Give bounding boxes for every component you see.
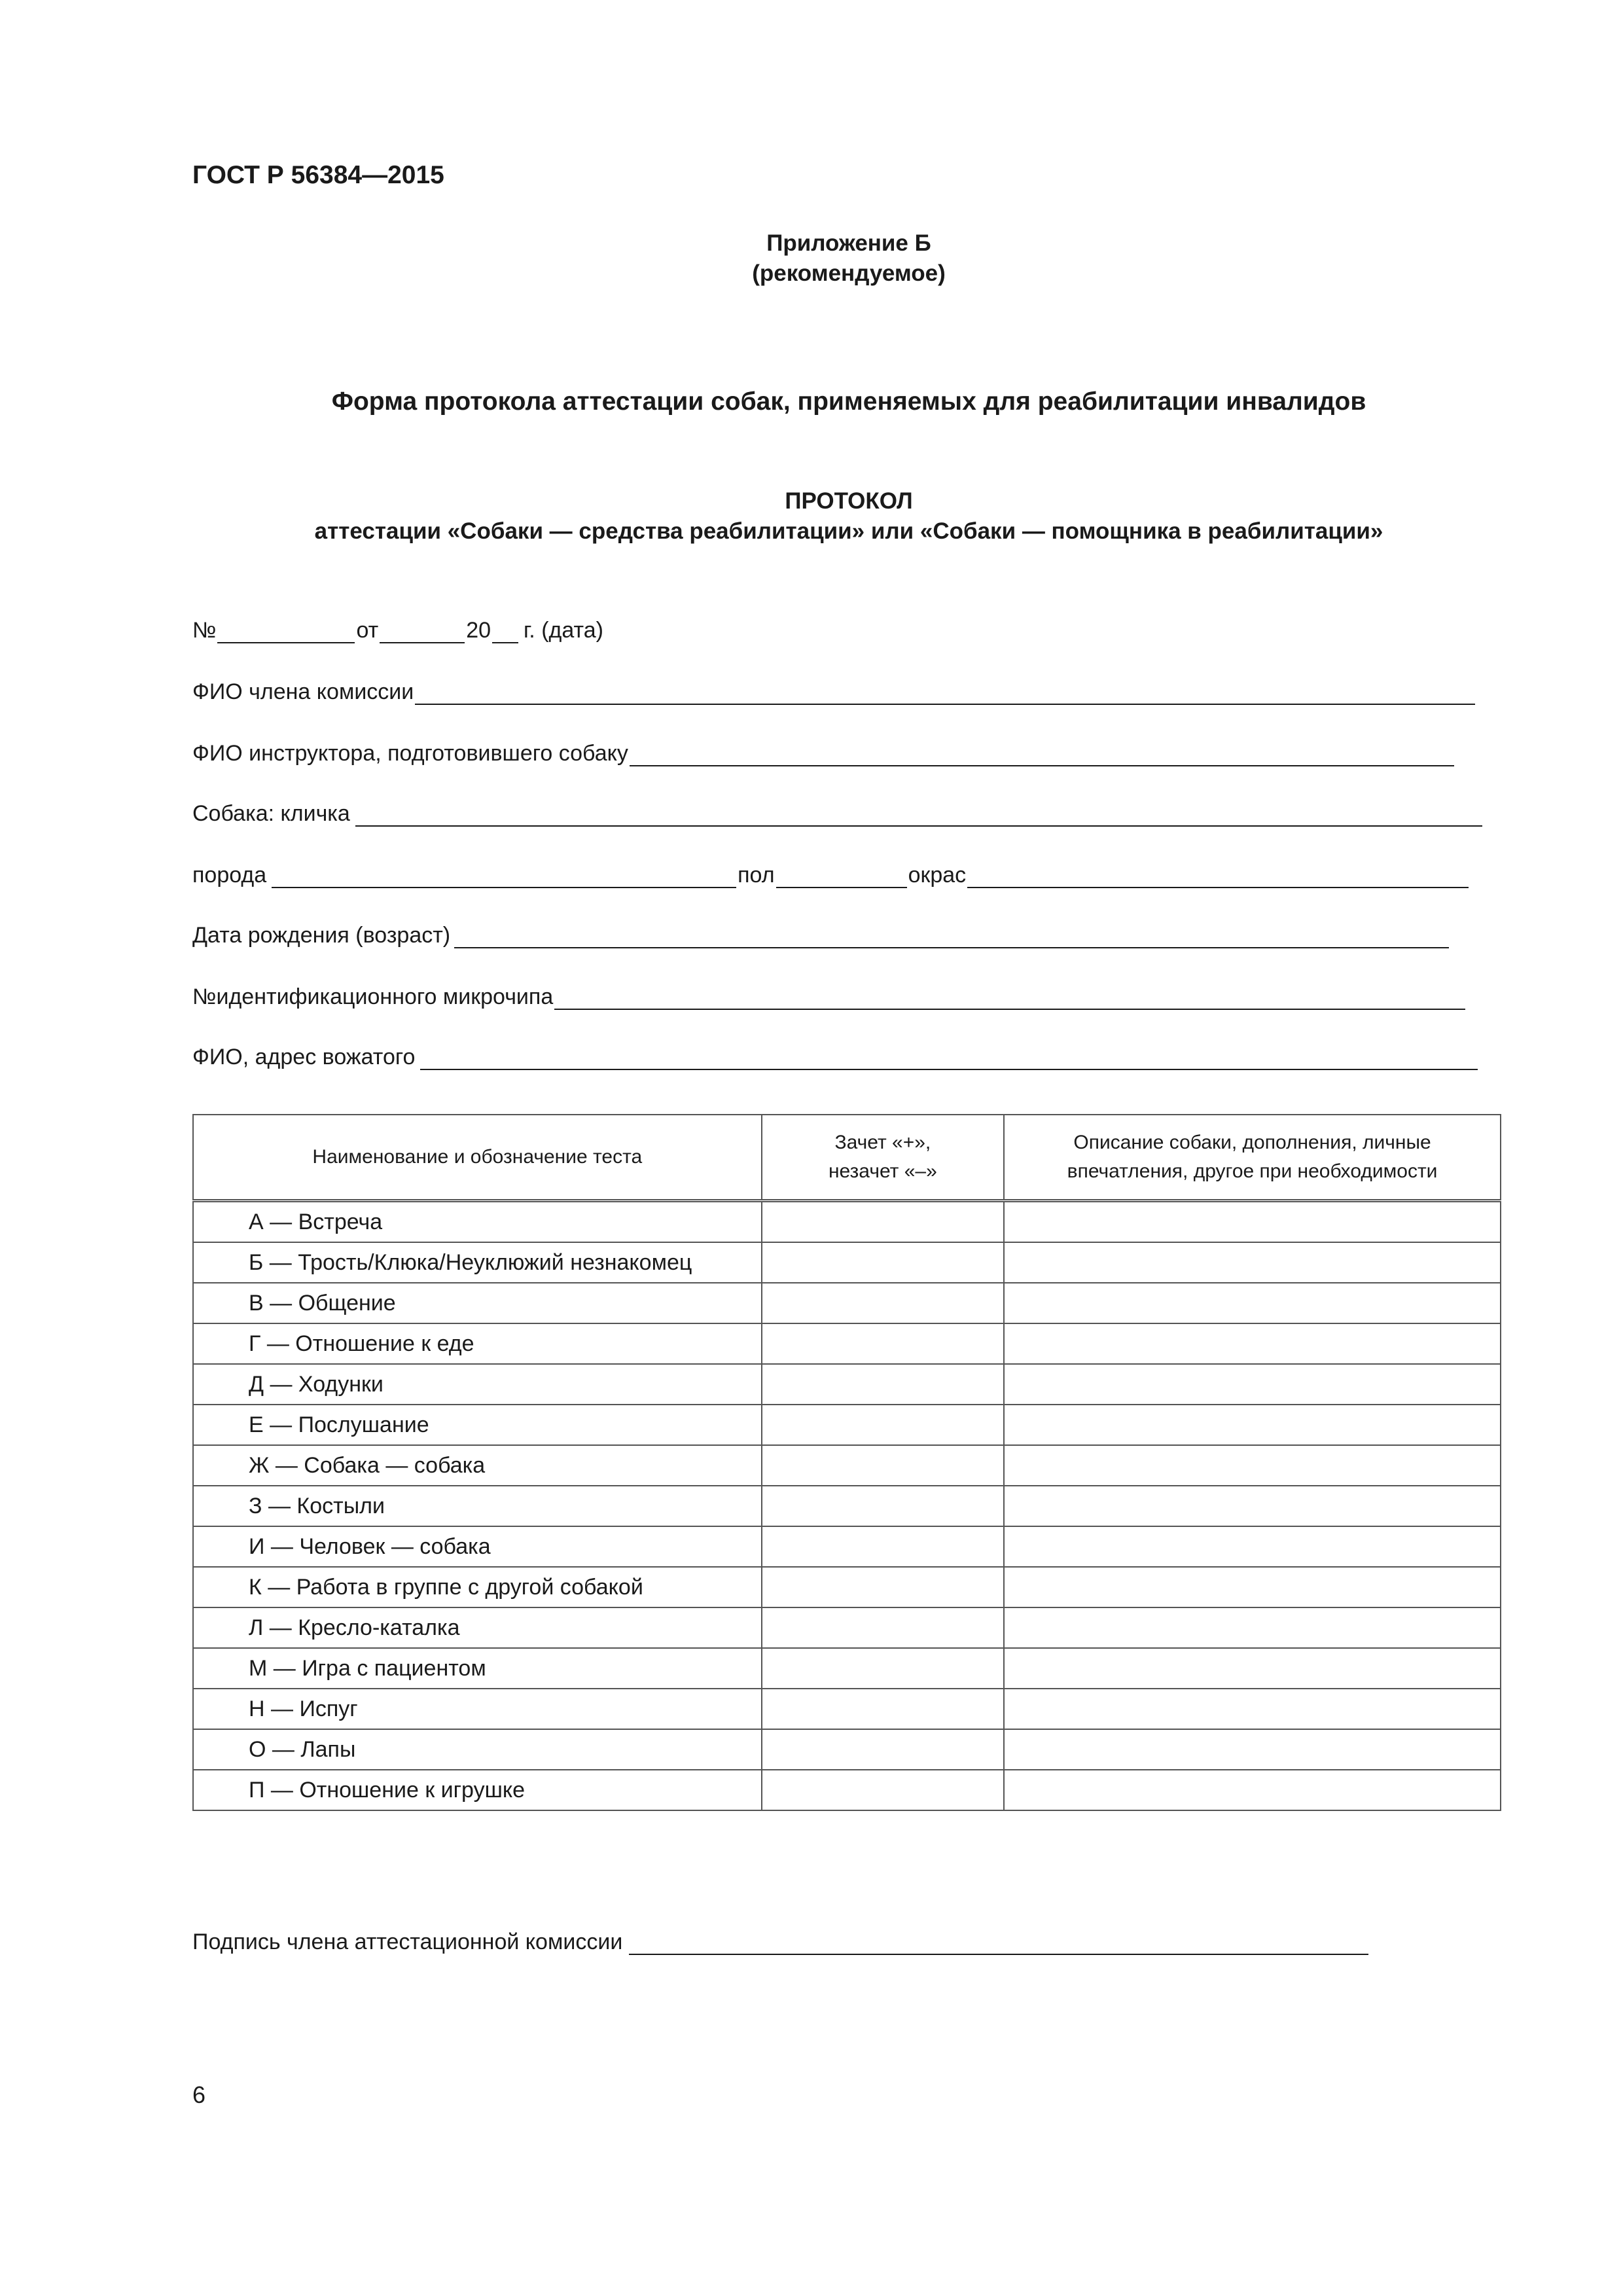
- signature-line: [192, 1929, 1370, 1955]
- test-name-cell: А — Встреча: [193, 1201, 762, 1243]
- annex-title: Приложение Б: [766, 230, 931, 256]
- table-row: [193, 1729, 1501, 1770]
- test-name-cell: П — Отношение к игрушке: [193, 1770, 762, 1810]
- pass-fail-cell[interactable]: [762, 1445, 1004, 1486]
- tests-table: [192, 1114, 1501, 1811]
- table-row: [193, 1242, 1501, 1283]
- sex-label: пол: [738, 863, 775, 888]
- pass-fail-cell[interactable]: [762, 1689, 1004, 1729]
- signature-label: Подпись члена аттестационной комиссии: [192, 1929, 623, 1954]
- commission-member-field[interactable]: [415, 681, 1475, 705]
- description-cell[interactable]: [1004, 1486, 1501, 1526]
- document-code: ГОСТ Р 56384—2015: [192, 161, 444, 189]
- table-row: [193, 1770, 1501, 1810]
- test-name-cell: М — Игра с пациентом: [193, 1648, 762, 1689]
- test-name-cell: З — Костыли: [193, 1486, 762, 1526]
- table-row: [193, 1486, 1501, 1526]
- commission-member-line: [192, 679, 1476, 705]
- table-row: [193, 1607, 1501, 1648]
- handler-label: ФИО, адрес вожатого: [192, 1045, 416, 1069]
- description-cell[interactable]: [1004, 1607, 1501, 1648]
- protocol-subtitle: аттестации «Собаки — средства реабилитации» или «Собаки — помощника в реабилитации»: [314, 518, 1383, 544]
- description-cell[interactable]: [1004, 1770, 1501, 1810]
- year-field[interactable]: [492, 620, 518, 643]
- pass-fail-cell[interactable]: [762, 1364, 1004, 1405]
- table-row: [193, 1445, 1501, 1486]
- table-header-row: [193, 1115, 1501, 1201]
- pass-fail-cell[interactable]: [762, 1648, 1004, 1689]
- annex-subtitle: (рекомендуемое): [752, 260, 946, 286]
- header-description: [1004, 1115, 1501, 1201]
- pass-fail-cell[interactable]: [762, 1770, 1004, 1810]
- protocol-title: ПРОТОКОЛ: [785, 488, 913, 514]
- microchip-line: [192, 984, 1467, 1010]
- color-field[interactable]: [967, 865, 1469, 888]
- pass-fail-cell[interactable]: [762, 1729, 1004, 1770]
- pass-fail-cell[interactable]: [762, 1607, 1004, 1648]
- table-row: [193, 1648, 1501, 1689]
- description-cell[interactable]: [1004, 1323, 1501, 1364]
- test-name-cell: Л — Кресло-каталка: [193, 1607, 762, 1648]
- instructor-line: [192, 741, 1455, 766]
- header-pass-fail-line1: Зачет «+»,: [834, 1132, 931, 1153]
- pass-fail-cell[interactable]: [762, 1405, 1004, 1445]
- handler-line: [192, 1045, 1479, 1070]
- description-cell[interactable]: [1004, 1445, 1501, 1486]
- test-name-cell: Н — Испуг: [193, 1689, 762, 1729]
- breed-label: порода: [192, 863, 267, 888]
- microchip-label: №идентификационного микрочипа: [192, 984, 554, 1009]
- table-row: [193, 1405, 1501, 1445]
- color-label: окрас: [908, 863, 967, 888]
- protocol-number-date-line: [192, 618, 603, 643]
- number-field[interactable]: [217, 620, 355, 643]
- birth-date-label: Дата рождения (возраст): [192, 923, 451, 948]
- test-name-cell: Е — Послушание: [193, 1405, 762, 1445]
- header-pass-fail: [762, 1115, 1004, 1201]
- microchip-field[interactable]: [554, 986, 1465, 1010]
- year-prefix: 20: [466, 618, 491, 643]
- dog-name-label: Собака: кличка: [192, 801, 350, 826]
- year-suffix: г. (дата): [524, 618, 603, 643]
- pass-fail-cell[interactable]: [762, 1201, 1004, 1243]
- test-name-cell: Г — Отношение к еде: [193, 1323, 762, 1364]
- table-row: [193, 1364, 1501, 1405]
- birth-date-field[interactable]: [454, 925, 1449, 948]
- table-row: [193, 1689, 1501, 1729]
- description-cell[interactable]: [1004, 1201, 1501, 1243]
- table-row: [193, 1201, 1501, 1243]
- date-field[interactable]: [380, 620, 465, 643]
- description-cell[interactable]: [1004, 1648, 1501, 1689]
- description-cell[interactable]: [1004, 1283, 1501, 1323]
- header-pass-fail-line2: незачет «–»: [828, 1160, 937, 1182]
- birth-date-line: [192, 923, 1450, 948]
- header-test-name: Наименование и обозначение теста: [193, 1115, 762, 1201]
- test-name-cell: И — Человек — собака: [193, 1526, 762, 1567]
- header-description-line2: впечатления, другое при необходимости: [1067, 1160, 1438, 1182]
- test-name-cell: Ж — Собака — собака: [193, 1445, 762, 1486]
- description-cell[interactable]: [1004, 1567, 1501, 1607]
- signature-field[interactable]: [629, 1931, 1368, 1955]
- instructor-field[interactable]: [630, 743, 1454, 766]
- breed-field[interactable]: [272, 865, 736, 888]
- sex-field[interactable]: [776, 865, 907, 888]
- pass-fail-cell[interactable]: [762, 1323, 1004, 1364]
- breed-sex-color-line: [192, 863, 1470, 888]
- form-title: Форма протокола аттестации собак, применяемых для реабилитации инвалидов: [331, 387, 1366, 416]
- test-name-cell: Д — Ходунки: [193, 1364, 762, 1405]
- description-cell[interactable]: [1004, 1526, 1501, 1567]
- description-cell[interactable]: [1004, 1242, 1501, 1283]
- table-row: [193, 1283, 1501, 1323]
- pass-fail-cell[interactable]: [762, 1567, 1004, 1607]
- dog-name-line: [192, 801, 1484, 827]
- instructor-label: ФИО инструктора, подготовившего собаку: [192, 741, 628, 766]
- pass-fail-cell[interactable]: [762, 1526, 1004, 1567]
- pass-fail-cell[interactable]: [762, 1242, 1004, 1283]
- description-cell[interactable]: [1004, 1689, 1501, 1729]
- description-cell[interactable]: [1004, 1405, 1501, 1445]
- header-description-line1: Описание собаки, дополнения, личные: [1073, 1132, 1431, 1153]
- table-row: [193, 1567, 1501, 1607]
- table-row: [193, 1526, 1501, 1567]
- description-cell[interactable]: [1004, 1729, 1501, 1770]
- test-name-cell: О — Лапы: [193, 1729, 762, 1770]
- dog-name-field[interactable]: [355, 803, 1482, 827]
- description-cell[interactable]: [1004, 1364, 1501, 1405]
- test-name-cell: К — Работа в группе с другой собакой: [193, 1567, 762, 1607]
- handler-field[interactable]: [420, 1047, 1478, 1070]
- pass-fail-cell[interactable]: [762, 1283, 1004, 1323]
- test-name-cell: Б — Трость/Клюка/Неуклюжий незнакомец: [193, 1242, 762, 1283]
- page-number: 6: [192, 2081, 206, 2108]
- table-row: [193, 1323, 1501, 1364]
- from-label: от: [356, 618, 379, 643]
- pass-fail-cell[interactable]: [762, 1486, 1004, 1526]
- commission-member-label: ФИО члена комиссии: [192, 679, 414, 704]
- test-name-cell: В — Общение: [193, 1283, 762, 1323]
- number-label: №: [192, 618, 217, 643]
